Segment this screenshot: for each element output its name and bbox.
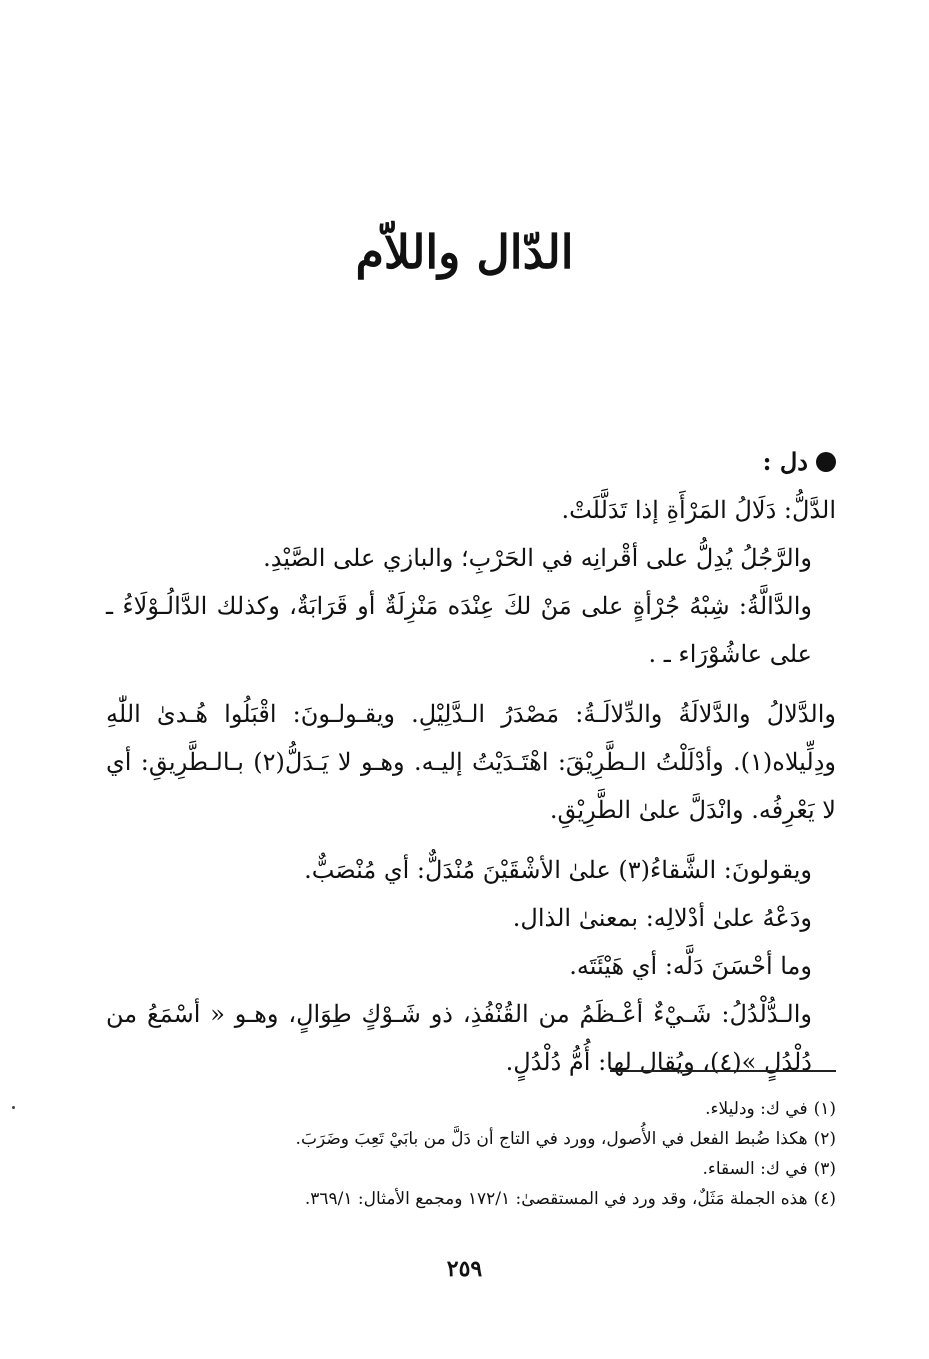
entry-head-label: دل : — [762, 447, 808, 476]
footnote-text: في ك: السقاء. — [702, 1159, 808, 1179]
footnote-item — [106, 1124, 836, 1154]
entry-paragraph: ودَعْهُ علىٰ أدْلالِه: بمعنىٰ الذال. — [512, 904, 812, 932]
footnote-number: (٢) — [813, 1129, 836, 1149]
footnote-item — [106, 1184, 836, 1214]
entry-paragraph: وما أحْسَنَ دَلَّه: أي هَيْئَتَه. — [569, 952, 812, 980]
dictionary-entry — [106, 438, 836, 1086]
footnote-number: (٣) — [813, 1159, 836, 1179]
footnote-item — [106, 1094, 836, 1124]
footnote-text: هذه الجملة مَثَلٌ، وقد ورد في المستقصىٰ: ١٧٢/١ ومجمع الأمثال: ٣٦٩/١. — [304, 1189, 808, 1209]
page-number: ٢٥٩ — [446, 1256, 483, 1282]
footnote-text: هكذا ضُبط الفعل في الأُصول، وورد في التاج أن دَلَّ من بابَيْ تَعِبَ وضَرَبَ. — [295, 1129, 808, 1149]
entry-paragraph: الدَّلُّ: دَلَالُ المَرْأَةِ إذا تَدَلَّلَتْ. — [561, 496, 836, 524]
footnote-divider — [610, 1070, 836, 1072]
footnotes — [106, 1094, 836, 1214]
chapter-title: الدّال واللاّم — [355, 225, 574, 279]
entry-heading — [106, 438, 836, 486]
entry-paragraph: والرَّجُلُ يُدِلُّ على أقْرانِه في الحَرْبِ؛ والبازي على الصَّيْدِ. — [263, 544, 812, 572]
entry-paragraph: والدَّالَّةُ: شِبْهُ جُرْأةٍ على مَنْ لكَ عِنْدَه مَنْزِلَةٌ أو قَرَابَةٌ، وكذلك الدَّالُـوْلَاءُ ـ على عاشُوْرَاء ـ . — [106, 592, 812, 668]
scan-speck — [12, 1106, 15, 1109]
entry-paragraph: والـدُّلْدُلُ: شَـيْءٌ أعْـظَمُ من القُنْفُذِ، ذو شَـوْكٍ طِوَالٍ، وهـو « أسْمَعُ من دُلْدُلٍ »(٤)، ويُقال لها: أُمُّ دُلْدُلٍ. — [106, 1000, 812, 1076]
footnote-number: (١) — [813, 1099, 836, 1119]
footnote-number: (٤) — [813, 1189, 836, 1209]
footnote-item — [106, 1154, 836, 1184]
entry-paragraph: ويقولونَ: الشَّقاءُ(٣) علىٰ الأشْقَيْنَ مُنْدَلٌّ: أي مُنْصَبٌّ. — [304, 856, 812, 884]
bullet-icon — [816, 452, 836, 472]
footnote-text: في ك: ودليلاء. — [705, 1099, 808, 1119]
entry-paragraph: والدَّلالُ والدَّلالَةُ والدِّلالَـةُ: مَصْدَرُ الـدَّلِيْلِ. ويقـولـونَ: اقْبَلُوا هُـدىٰ اللّٰهِ ودِلِّيلاه(١). وأدْلَلْتُ الـطَّرِيْقَ: اهْتَـدَيْتُ إليـه. وهـو لا يَـدَلُّ(٢) بـالـطَّرِيقِ: أي لا يَعْرِفُه. وانْدَلَّ علىٰ الطَّرِيْقِ. — [106, 700, 836, 824]
